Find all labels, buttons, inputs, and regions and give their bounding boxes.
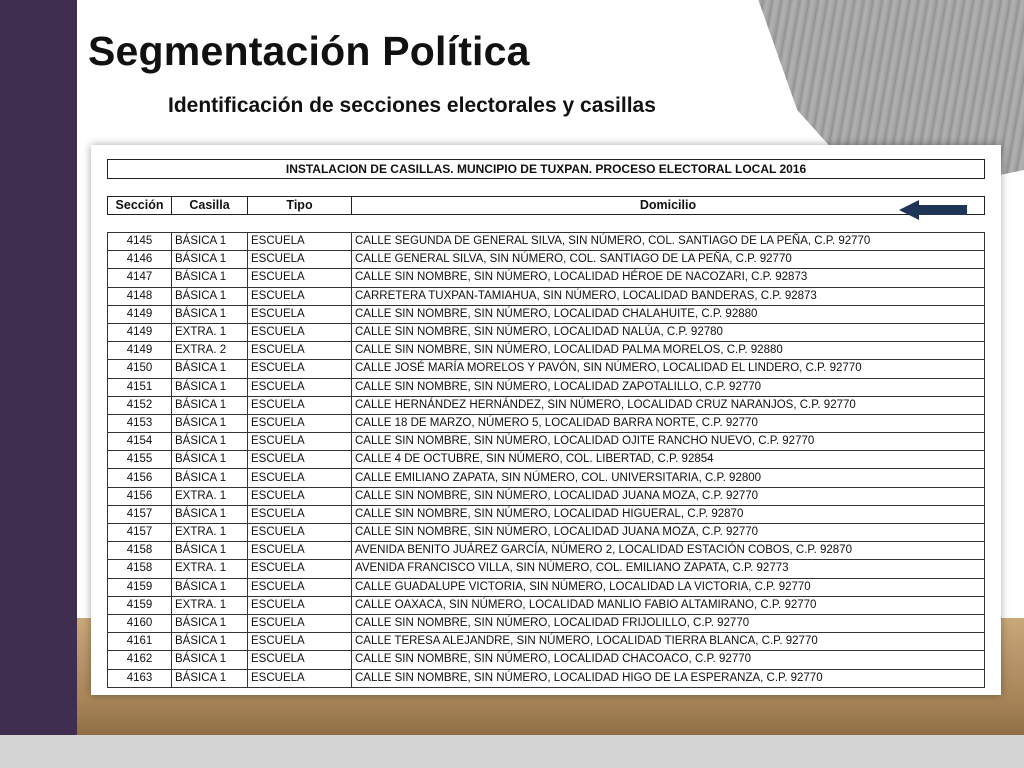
table-row — [108, 669, 985, 687]
column-header-casilla: Casilla — [172, 197, 248, 215]
domicilio-cell: CALLE HERNÁNDEZ HERNÁNDEZ, SIN NÚMERO, LOCALIDAD CRUZ NARANJOS, C.P. 92770 — [352, 396, 985, 414]
casilla-cell: BÁSICA 1 — [172, 233, 248, 251]
seccion-cell: 4157 — [108, 524, 172, 542]
table-row — [108, 524, 985, 542]
casilla-cell: BÁSICA 1 — [172, 269, 248, 287]
seccion-cell: 4154 — [108, 433, 172, 451]
casilla-cell: EXTRA. 1 — [172, 323, 248, 341]
domicilio-cell: CALLE SIN NOMBRE, SIN NÚMERO, LOCALIDAD ZAPOTALILLO, C.P. 92770 — [352, 378, 985, 396]
tipo-cell: ESCUELA — [248, 433, 352, 451]
table-row — [108, 505, 985, 523]
tipo-cell: ESCUELA — [248, 578, 352, 596]
column-header-domicilio: Domicilio — [352, 197, 985, 215]
casillas-table — [107, 232, 985, 688]
tipo-cell: ESCUELA — [248, 596, 352, 614]
tipo-cell: ESCUELA — [248, 269, 352, 287]
seccion-cell: 4161 — [108, 633, 172, 651]
table-row — [108, 305, 985, 323]
bottom-band — [0, 735, 1024, 768]
domicilio-cell: CALLE SIN NOMBRE, SIN NÚMERO, LOCALIDAD CHALAHUITE, C.P. 92880 — [352, 305, 985, 323]
seccion-cell: 4151 — [108, 378, 172, 396]
seccion-cell: 4163 — [108, 669, 172, 687]
domicilio-cell: CARRETERA TUXPAN-TAMIAHUA, SIN NÚMERO, LOCALIDAD BANDERAS, C.P. 92873 — [352, 287, 985, 305]
domicilio-cell: CALLE SIN NOMBRE, SIN NÚMERO, LOCALIDAD OJITE RANCHO NUEVO, C.P. 92770 — [352, 433, 985, 451]
tipo-cell: ESCUELA — [248, 505, 352, 523]
document-heading: INSTALACION DE CASILLAS. MUNCIPIO DE TUXPAN. PROCESO ELECTORAL LOCAL 2016 — [107, 159, 985, 179]
tipo-cell: ESCUELA — [248, 360, 352, 378]
seccion-cell: 4156 — [108, 487, 172, 505]
tipo-cell: ESCUELA — [248, 323, 352, 341]
casilla-cell: BÁSICA 1 — [172, 378, 248, 396]
domicilio-cell: CALLE SEGUNDA DE GENERAL SILVA, SIN NÚMERO, COL. SANTIAGO DE LA PEÑA, C.P. 92770 — [352, 233, 985, 251]
casilla-cell: BÁSICA 1 — [172, 305, 248, 323]
domicilio-cell: CALLE OAXACA, SIN NÚMERO, LOCALIDAD MANLIO FABIO ALTAMIRANO, C.P. 92770 — [352, 596, 985, 614]
casilla-cell: BÁSICA 1 — [172, 669, 248, 687]
seccion-cell: 4160 — [108, 614, 172, 632]
casilla-cell: EXTRA. 1 — [172, 524, 248, 542]
tipo-cell: ESCUELA — [248, 378, 352, 396]
tipo-cell: ESCUELA — [248, 396, 352, 414]
tipo-cell: ESCUELA — [248, 651, 352, 669]
casilla-cell: BÁSICA 1 — [172, 469, 248, 487]
seccion-cell: 4162 — [108, 651, 172, 669]
domicilio-cell: CALLE SIN NOMBRE, SIN NÚMERO, LOCALIDAD HIGO DE LA ESPERANZA, C.P. 92770 — [352, 669, 985, 687]
domicilio-cell: CALLE SIN NOMBRE, SIN NÚMERO, LOCALIDAD CHACOACO, C.P. 92770 — [352, 651, 985, 669]
casilla-cell: BÁSICA 1 — [172, 578, 248, 596]
table-row — [108, 414, 985, 432]
domicilio-cell: CALLE TERESA ALEJANDRE, SIN NÚMERO, LOCALIDAD TIERRA BLANCA, C.P. 92770 — [352, 633, 985, 651]
domicilio-cell: CALLE GUADALUPE VICTORIA, SIN NÚMERO, LOCALIDAD LA VICTORIA, C.P. 92770 — [352, 578, 985, 596]
domicilio-cell: CALLE SIN NOMBRE, SIN NÚMERO, LOCALIDAD NALÚA, C.P. 92780 — [352, 323, 985, 341]
seccion-cell: 4158 — [108, 542, 172, 560]
seccion-cell: 4147 — [108, 269, 172, 287]
tipo-cell: ESCUELA — [248, 451, 352, 469]
tipo-cell: ESCUELA — [248, 287, 352, 305]
tipo-cell: ESCUELA — [248, 614, 352, 632]
tipo-cell: ESCUELA — [248, 542, 352, 560]
seccion-cell: 4150 — [108, 360, 172, 378]
seccion-cell: 4145 — [108, 233, 172, 251]
casilla-cell: BÁSICA 1 — [172, 396, 248, 414]
domicilio-cell: CALLE 18 DE MARZO, NÚMERO 5, LOCALIDAD BARRA NORTE, C.P. 92770 — [352, 414, 985, 432]
table-row — [108, 251, 985, 269]
domicilio-cell: CALLE EMILIANO ZAPATA, SIN NÚMERO, COL. UNIVERSITARIA, C.P. 92800 — [352, 469, 985, 487]
seccion-cell: 4155 — [108, 451, 172, 469]
table-row — [108, 469, 985, 487]
seccion-cell: 4157 — [108, 505, 172, 523]
domicilio-cell: CALLE SIN NOMBRE, SIN NÚMERO, LOCALIDAD PALMA MORELOS, C.P. 92880 — [352, 342, 985, 360]
casilla-cell: BÁSICA 1 — [172, 633, 248, 651]
left-arrow-icon — [899, 200, 969, 220]
tipo-cell: ESCUELA — [248, 251, 352, 269]
slide-title: Segmentación Política — [88, 28, 530, 74]
tipo-cell: ESCUELA — [248, 560, 352, 578]
table-row — [108, 560, 985, 578]
table-row — [108, 651, 985, 669]
table-row — [108, 487, 985, 505]
table-row — [108, 378, 985, 396]
seccion-cell: 4158 — [108, 560, 172, 578]
table-row — [108, 433, 985, 451]
seccion-cell: 4149 — [108, 305, 172, 323]
seccion-cell: 4149 — [108, 323, 172, 341]
table-row — [108, 614, 985, 632]
table-row — [108, 542, 985, 560]
tipo-cell: ESCUELA — [248, 414, 352, 432]
domicilio-cell: CALLE SIN NOMBRE, SIN NÚMERO, LOCALIDAD HÉROE DE NACOZARI, C.P. 92873 — [352, 269, 985, 287]
table-row — [108, 287, 985, 305]
tipo-cell: ESCUELA — [248, 633, 352, 651]
seccion-cell: 4159 — [108, 596, 172, 614]
casilla-cell: BÁSICA 1 — [172, 251, 248, 269]
tipo-cell: ESCUELA — [248, 487, 352, 505]
domicilio-cell: CALLE SIN NOMBRE, SIN NÚMERO, LOCALIDAD JUANA MOZA, C.P. 92770 — [352, 524, 985, 542]
tipo-cell: ESCUELA — [248, 524, 352, 542]
table-row — [108, 269, 985, 287]
casilla-cell: BÁSICA 1 — [172, 614, 248, 632]
domicilio-cell: AVENIDA BENITO JUÁREZ GARCÍA, NÚMERO 2, LOCALIDAD ESTACIÓN COBOS, C.P. 92870 — [352, 542, 985, 560]
document-image — [91, 145, 1001, 695]
table-row — [108, 633, 985, 651]
table-row — [108, 233, 985, 251]
tipo-cell: ESCUELA — [248, 233, 352, 251]
seccion-cell: 4159 — [108, 578, 172, 596]
table-header — [107, 196, 985, 215]
casilla-cell: BÁSICA 1 — [172, 451, 248, 469]
seccion-cell: 4146 — [108, 251, 172, 269]
seccion-cell: 4153 — [108, 414, 172, 432]
domicilio-cell: CALLE 4 DE OCTUBRE, SIN NÚMERO, COL. LIBERTAD, C.P. 92854 — [352, 451, 985, 469]
table-row — [108, 596, 985, 614]
casilla-cell: EXTRA. 1 — [172, 560, 248, 578]
table-row — [108, 578, 985, 596]
tipo-cell: ESCUELA — [248, 342, 352, 360]
casilla-cell: EXTRA. 2 — [172, 342, 248, 360]
column-header-seccion: Sección — [108, 197, 172, 215]
casilla-cell: BÁSICA 1 — [172, 651, 248, 669]
casilla-cell: BÁSICA 1 — [172, 542, 248, 560]
domicilio-cell: CALLE SIN NOMBRE, SIN NÚMERO, LOCALIDAD FRIJOLILLO, C.P. 92770 — [352, 614, 985, 632]
casilla-cell: EXTRA. 1 — [172, 487, 248, 505]
seccion-cell: 4152 — [108, 396, 172, 414]
table-row — [108, 323, 985, 341]
casilla-cell: BÁSICA 1 — [172, 287, 248, 305]
seccion-cell: 4149 — [108, 342, 172, 360]
domicilio-cell: CALLE SIN NOMBRE, SIN NÚMERO, LOCALIDAD JUANA MOZA, C.P. 92770 — [352, 487, 985, 505]
casilla-cell: EXTRA. 1 — [172, 596, 248, 614]
casilla-cell: BÁSICA 1 — [172, 360, 248, 378]
casilla-cell: BÁSICA 1 — [172, 505, 248, 523]
domicilio-cell: AVENIDA FRANCISCO VILLA, SIN NÚMERO, COL. EMILIANO ZAPATA, C.P. 92773 — [352, 560, 985, 578]
domicilio-cell: CALLE GENERAL SILVA, SIN NÚMERO, COL. SANTIAGO DE LA PEÑA, C.P. 92770 — [352, 251, 985, 269]
tipo-cell: ESCUELA — [248, 305, 352, 323]
tipo-cell: ESCUELA — [248, 469, 352, 487]
column-header-tipo: Tipo — [248, 197, 352, 215]
seccion-cell: 4156 — [108, 469, 172, 487]
seccion-cell: 4148 — [108, 287, 172, 305]
slide-subtitle: Identificación de secciones electorales y casillas — [168, 94, 656, 117]
table-row — [108, 396, 985, 414]
domicilio-cell: CALLE JOSÉ MARÍA MORELOS Y PAVÓN, SIN NÚMERO, LOCALIDAD EL LINDERO, C.P. 92770 — [352, 360, 985, 378]
left-accent-bar — [0, 0, 77, 735]
table-row — [108, 360, 985, 378]
tipo-cell: ESCUELA — [248, 669, 352, 687]
table-row — [108, 451, 985, 469]
casilla-cell: BÁSICA 1 — [172, 414, 248, 432]
domicilio-cell: CALLE SIN NOMBRE, SIN NÚMERO, LOCALIDAD HIGUERAL, C.P. 92870 — [352, 505, 985, 523]
table-row — [108, 342, 985, 360]
casilla-cell: BÁSICA 1 — [172, 433, 248, 451]
